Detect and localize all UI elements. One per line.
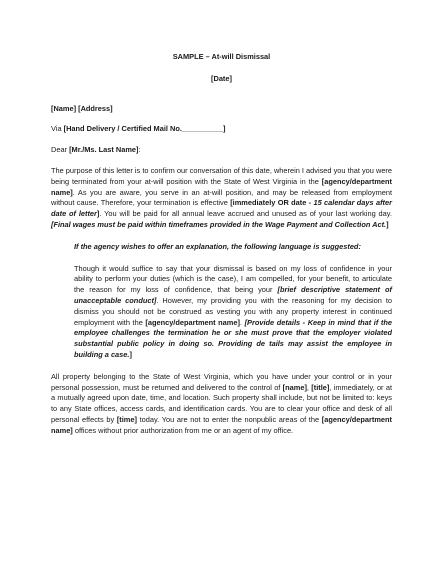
para1-wages-close: ] <box>386 219 389 229</box>
para1-wages-note: [Final wages must be paid within timeframes provided in the Wage Payment and Collection Act. <box>51 219 387 229</box>
para1-text-2: . As you are aware, you serve in an at-will position, and may be released from employment without cause. Therefore, your termination is effective <box>51 187 392 208</box>
para3-name: [name] <box>282 382 307 392</box>
explanation-paragraph <box>51 264 392 361</box>
property-paragraph <box>51 372 392 437</box>
para3-time: [time] <box>116 414 137 424</box>
letter-page <box>51 52 392 437</box>
salutation-suffix: : <box>138 145 141 155</box>
termination-paragraph <box>51 166 392 231</box>
para1-effective-close: ] <box>96 209 100 219</box>
para3-text-4: today. You are not to enter the nonpublic areas of the <box>136 414 322 424</box>
delivery-method <box>51 124 392 135</box>
suggest-text: If the agency wishes to offer an explanation, the following language is suggested: <box>74 241 361 251</box>
para3-text-5: offices without prior authorization from me or an agent of my office. <box>72 425 294 435</box>
para1-text-3: . You will be paid for all annual leave accrued and unused as of your last working day. <box>99 209 392 219</box>
para2-agency: [agency/department name] <box>145 317 240 327</box>
salutation-prefix: Dear <box>51 145 70 155</box>
para1-effective-open: [immediately OR date - <box>230 198 314 208</box>
salutation-name: [Mr./Ms. Last Name] <box>69 145 139 155</box>
recipient-address <box>51 104 392 115</box>
para2-text-2: . However, my providing you with the reasoning for my decision to dismiss you should not be construed as vesting you with any property interest in continued employment with the <box>74 295 392 327</box>
para2-details-close: ] <box>129 349 132 359</box>
para1-agency: [agency/department name] <box>51 176 392 197</box>
via-method: [Hand Delivery / Certified Mail No.__________] <box>63 124 226 134</box>
para1-effective-days: 15 calendar days after date of letter <box>51 198 392 219</box>
para3-title: [title] <box>311 382 330 392</box>
para1-text-1: The purpose of this letter is to confirm our conversation of this date, wherein I advised you that you were being terminated from your at-will position with the State of West Virginia in the <box>51 165 392 186</box>
date-placeholder: [Date] <box>211 73 232 83</box>
para3-text-1: All property belonging to the State of West Virginia, which you have under your control or in your personal possession, must be returned and delivered to the control of <box>51 371 392 392</box>
para2-text-3: . <box>239 317 245 327</box>
address-line: [Name] [Address] <box>51 103 113 113</box>
para2-text-1: Though it would suffice to say that your dismissal is based on my loss of confidence in your ability to perform your duties (which is the case), I am compelled, for your benefit, to articulate the reason for my loss of confidence, that being your <box>74 263 392 295</box>
suggested-language-note <box>51 242 392 253</box>
para2-conduct: [brief descriptive statement of unacceptable conduct] <box>74 285 392 305</box>
para2-details-note: [Provide details - Keep in mind that if the employee challenges the termination he or she must prove that the employer violated substantial public policy in doing so. Providing de tails may assist the employee in building a case. <box>74 317 392 359</box>
via-prefix: Via <box>51 124 64 134</box>
para3-text-3: , immediately, or at a mutually agreed upon date, time, and location. Such property shall include, but not be limited to: keys to any State offices, access cards, and identification cards. You are to clear your office and desk of all personal effects by <box>51 382 392 424</box>
salutation <box>51 145 392 156</box>
para3-text-2: , <box>306 382 312 392</box>
para3-agency: [agency/department name] <box>51 414 392 435</box>
document-title: SAMPLE – At-will Dismissal <box>172 52 271 61</box>
